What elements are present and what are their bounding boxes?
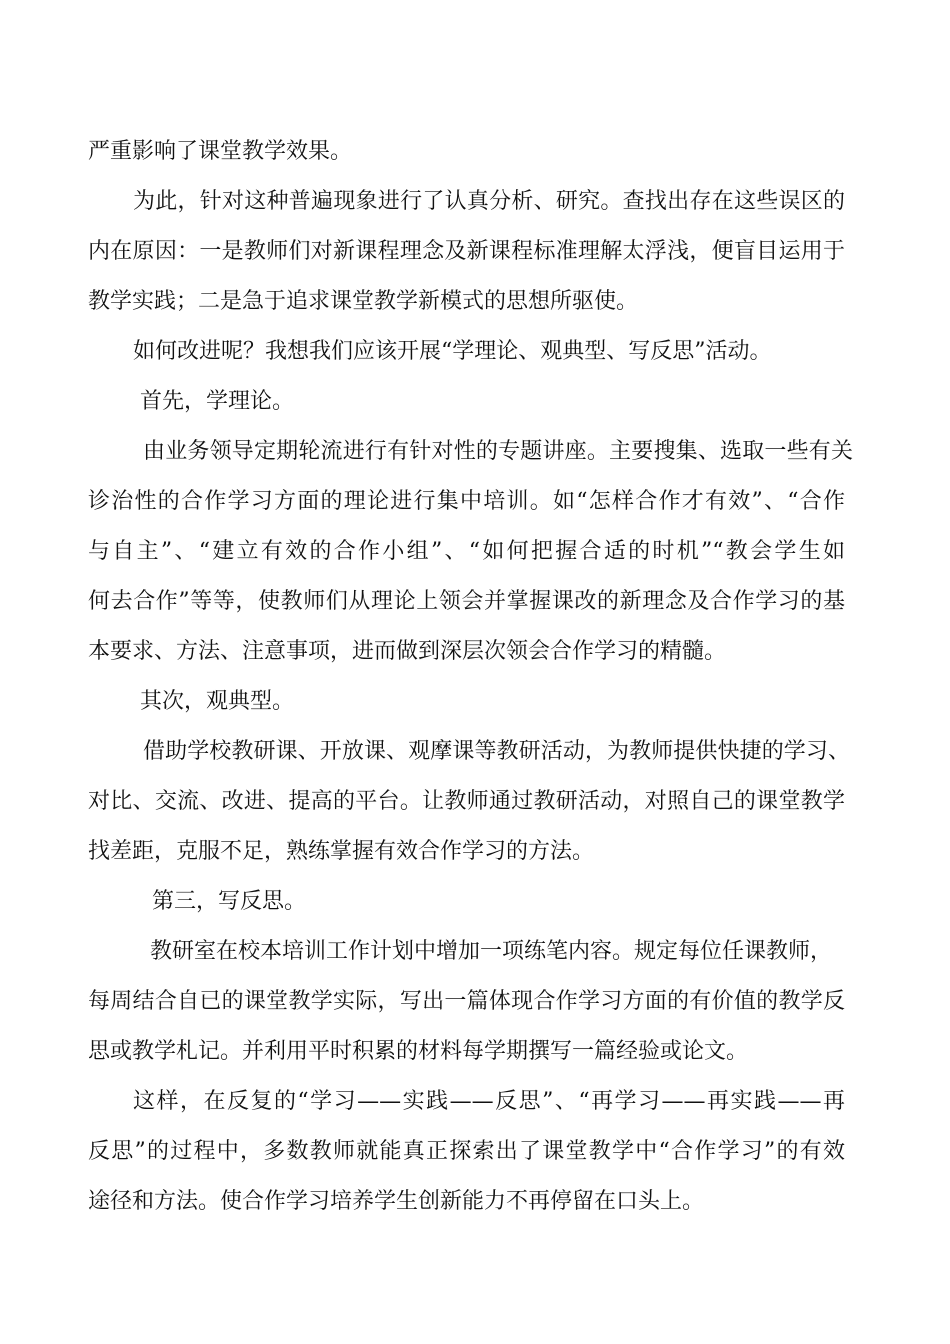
text-line: 反思”的过程中，多数教师就能真正探索出了课堂教学中“合作学习”的有效 <box>88 1139 845 1164</box>
text-line: 借助学校教研课、开放课、观摩课等教研活动，为教师提供快捷的学习、 <box>143 739 850 764</box>
section-heading: 首先，学理论。 <box>140 389 295 414</box>
text-line: 途径和方法。使合作学习培养学生创新能力不再停留在口头上。 <box>88 1189 705 1214</box>
section-heading: 其次，观典型。 <box>140 689 295 714</box>
text-line: 诊治性的合作学习方面的理论进行集中培训。如“怎样合作才有效”、“合作 <box>88 489 845 514</box>
text-line: 严重影响了课堂教学效果。 <box>88 139 353 164</box>
text-line: 内在原因：一是教师们对新课程理念及新课程标准理解太浮浅，便盲目运用于 <box>88 239 845 264</box>
text-line: 找差距，克服不足，熟练掌握有效合作学习的方法。 <box>88 839 595 864</box>
text-line: 何去合作”等等，使教师们从理论上领会并掌握课改的新理念及合作学习的基 <box>88 589 845 614</box>
text-line: 教研室在校本培训工作计划中增加一项练笔内容。规定每位任课教师， <box>150 939 832 964</box>
text-line: 对比、交流、改进、提高的平台。让教师通过教研活动，对照自己的课堂教学 <box>88 789 845 814</box>
text-line: 教学实践；二是急于追求课堂教学新模式的思想所驱使。 <box>88 289 639 314</box>
section-heading: 第三，写反思。 <box>152 889 307 914</box>
text-line: 为此，针对这种普遍现象进行了认真分析、研究。查找出存在这些误区的 <box>133 189 845 214</box>
text-line: 如何改进呢？我想我们应该开展“学理论、观典型、写反思”活动。 <box>133 339 772 364</box>
text-line: 与自主”、“建立有效的合作小组”、“如何把握合适的时机”“教会学生如 <box>88 539 845 564</box>
text-line: 这样，在反复的“学习——实践——反思”、“再学习——再实践——再 <box>133 1089 845 1114</box>
text-line: 由业务领导定期轮流进行有针对性的专题讲座。主要搜集、选取一些有关 <box>143 439 853 464</box>
text-line: 每周结合自已的课堂教学实际，写出一篇体现合作学习方面的有价值的教学反 <box>88 989 845 1014</box>
text-line: 本要求、方法、注意事项，进而做到深层次领会合作学习的精髓。 <box>88 639 727 664</box>
text-line: 思或教学札记。并利用平时积累的材料每学期撰写一篇经验或论文。 <box>88 1039 749 1064</box>
